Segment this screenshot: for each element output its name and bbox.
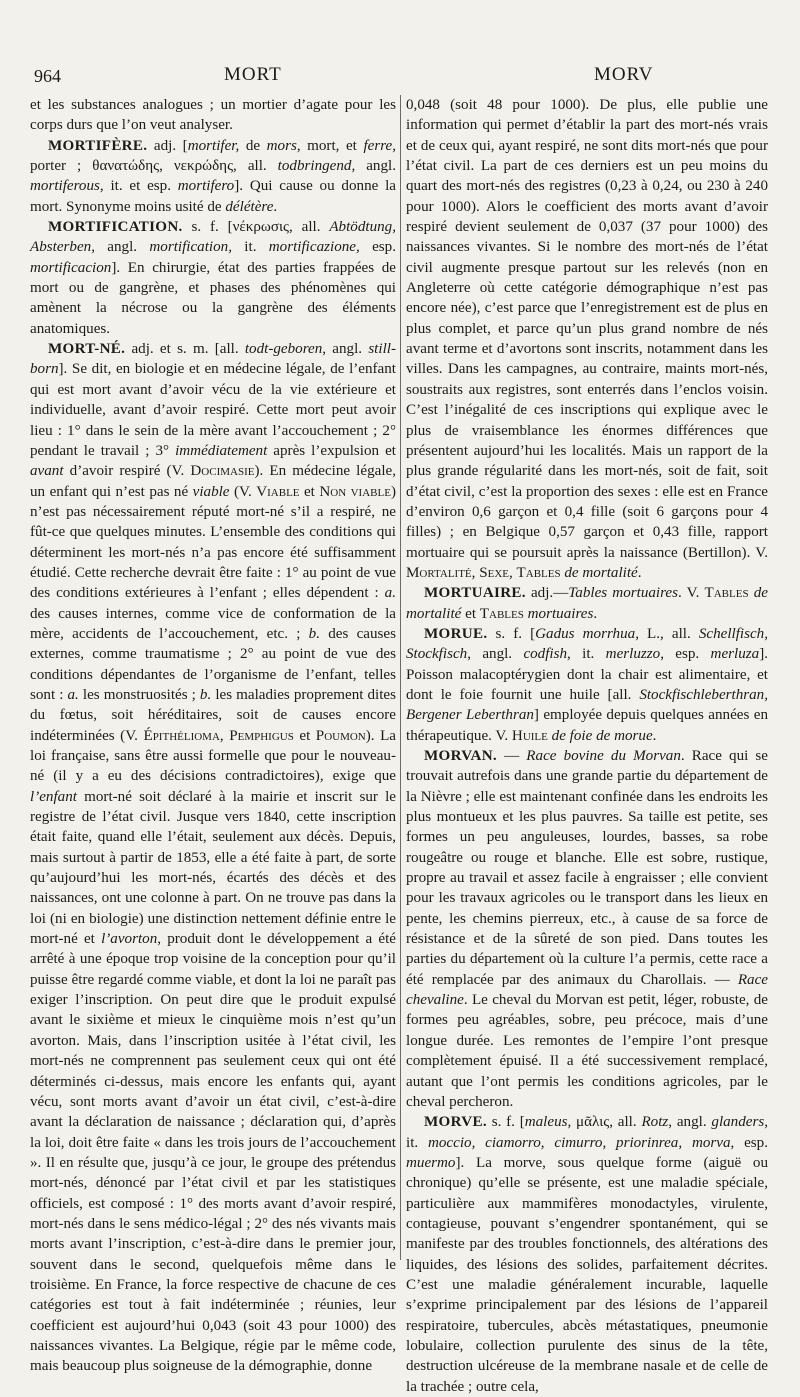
headword: MORT-NÉ. (48, 341, 126, 358)
entry-mortuaire: MORTUAIRE. adj.—Tables mortuaires. V. Tables de mortalité et Tables mortuaires. (406, 585, 768, 622)
cross-reference: Viable (256, 483, 300, 500)
left-column (30, 95, 397, 1375)
headword: MORTIFÈRE. (48, 137, 148, 154)
cross-reference: Mortalité (406, 564, 472, 581)
cross-reference: Épithélioma (143, 727, 220, 744)
entry-morue: MORUE. s. f. [Gadus morrhua, L., all. Schellfisch, Stockfisch, angl. codfish, it. merluzzo, esp. merluza]. Poisson malacoptérygien dont la chair est alimentaire, et dont le foie fournit une huile [all. Stockfischleberthran, Bergener Leberthran] employée depuis quelques années en thérapeutique. V. Huile de foie de morue. (406, 625, 768, 744)
headword: MORTUAIRE. (424, 585, 526, 602)
running-head-left: MORT (224, 64, 282, 85)
cross-reference: Poumon (315, 727, 366, 744)
running-head-right: MORV (594, 64, 654, 85)
continued-paragraph: et les substances analogues ; un mortier d’agate pour les corps durs que l’on veut analyser. (30, 97, 396, 134)
cross-reference: Non viable (319, 483, 391, 500)
page-number: 964 (34, 66, 61, 86)
headword: MORTIFICATION. (48, 219, 183, 236)
column-divider (400, 95, 401, 1260)
cross-reference: Tables (704, 585, 749, 602)
entry-morvan: MORVAN. — Race bovine du Morvan. Race qui se trouvait autrefois dans une grande partie du département de la Nièvre ; elle est maintenant confinée dans les endroits les plus montueux et les plus pauvres. Sa taille est petite, ses formes un peu anguleuses, lourdes, basses, sa robe rougeâtre ou rouge et blanche. Elle est sobre, rustique, propre au travail et assez facile à engraisser ; elle convient pour les travaux agricoles ou le transport dans les lieux en pente, les chemins pierreux, etc., à cause de sa force de résistance et de la sûreté de son pied. Dans toutes les parties du département où la culture l’a permis, cette race a été remplacée par des animaux du Charollais. — Race chevaline. Le cheval du Morvan est petit, léger, robuste, de formes peu agréables, sobre, peu précoce, mais d’une longue durée. Les remontes de l’empire l’ont presque complètement épuisé. Il a été successivement remplacé, autant que l’ont permis les conditions agricoles, par le cheval percheron. (406, 748, 769, 1110)
running-head (28, 64, 772, 88)
headword: MORVAN. (424, 748, 497, 764)
entry-morve: MORVE. s. f. [maleus, μᾶλις, all. Rotz, angl. glanders, it. moccio, ciamorro, cimurro, priorinrea, morva, esp. muermo]. La morve, sous quelque forme (aiguë ou chronique) qu’elle se présente, est une maladie spéciale, particulière aux mammifères monodactyles, virulente, contagieuse, pouvant s’engendrer spontanément, qui se manifeste par des troubles fonctionnels, des altérations des liquides, des lésions des solides, parfaitement décrites. C’est une maladie généralement incurable, laquelle s’exprime principalement par des lésions de l’appareil respiratoire, tubercules, abcès métastatiques, pneumonie lobulaire, collection purulente des sinus de la tête, destruction ulcéreuse de la membrane nasale et de celle de la trachée ; outre cela, (406, 1114, 768, 1395)
cross-reference: Sexe (479, 564, 509, 581)
entry-mort-ne: MORT-NÉ. adj. et s. m. [all. todt-geboren, angl. still-born]. Se dit, en biologie et en médecine légale, de l’enfant qui est mort avant d’avoir vécu de la vie extérieure et individuelle, avant d’avoir respiré. Cette mort peut avoir lieu : 1° dans le sein de la mère avant l’accouchement ; 2° pendant le travail ; 3° immédiatement après l’expulsion et avant d’avoir respiré (V. Docimasie). En médecine légale, un enfant qui n’est pas né viable (V. Viable et Non viable) n’est pas nécessairement réputé mort-né s’il a respiré, ne fût-ce que quelques minutes. L’ensemble des conditions qui déterminent les mort-nés n’a pas encore été suffisamment étudié. Cette recherche devrait être faite : 1° au point de vue des conditions extérieures à l’enfant ; elles dépendent : a. des causes internes, comme vice de conformation de la mère, accidents de l’accouchement, etc. ; b. des causes externes, comme traumatisme ; 2° au point de vue des conditions dépendantes de l’organisme de l’enfant, telles sont : a. les monstruosités ; b. les maladies proprement dites du fœtus, soit héréditaires, soit de causes encore indéterminées (V. Épithélioma, Pemphigus et Poumon). La loi française, sans être aussi formelle que pour le nouveau-né (il y a eu des décisions contradictoires), exige que l’enfant mort-né soit déclaré à la mairie et inscrit sur le registre de l’état civil. Jusque vers 1840, cette inscription était faite, quand elle l’était, seulement aux décès. Depuis, mais surtout à partir de 1853, elle a été faite à part, de sorte qu’aujourd’hui les mort-nés, écartés des décès et des naissances, ont une colonne à part. On ne trouve pas dans la loi (ni en biologie) une distinction nettement définie entre le mort-né et l’avorton, produit dont le développement a été arrêté à une époque trop voisine de la conception pour qu’il puisse être regardé comme viable, et dont la loi ne paraît pas exiger l’inscription. On peut dire que le produit expulsé avant le sixième et mieux le cinquième mois n’est qu’un avorton. Mais, dans l’inscription usitée à l’état civil, les mort-nés ne comprennent pas seulement ceux qui ont été déterminés ci-dessus, mais encore les enfants qui, ayant vécu, sont morts avant d’avoir un état civil, c’est-à-dire avant la déclaration de naissance ; déclaration qui, d’après la loi, doit être faite « dans les trois jours de l’accouchement ». Il en résulte que, jusqu’à ce jour, le groupe des prétendus mort-nés, dénoncé par l’état civil et par les statistiques officiels, est composé : 1° des morts avant d’avoir respiré, mort-nés dans le sens médico-légal ; 2° des nés vivants mais morts avant l’inscription, c’est-à-dire dans le premier jour, souvent dans le second, quelquefois même dans le troisième. En France, la force respective de chacune de ces catégories est tout à fait indéterminée ; réunies, leur coefficient est aujourd’hui 0,043 (soit 43 pour 1000) des naissances vivantes. La Belgique, régie par le même code, mais beaucoup plus soigneuse de la démographie, donne (30, 341, 397, 1375)
cross-reference: Tables (516, 564, 561, 581)
continued-paragraph: 0,048 (soit 48 pour 1000). De plus, elle publie une information qui permet d’établir la part des mort-nés vrais et de ceux qui, ayant respiré, ne sont dits mort-nés que pour l’état civil. La part de ces derniers est un peu moins du quart des mort-nés des registres (0,23 à 0,24, ou 230 à 240 pour 1000). Alors le coefficient des morts avant d’avoir respiré devient seulement de 0,037 (37 pour 1000) des naissances vivantes. Si le nombre des mort-nés de l’état civil augmente presque partout sur les relevés (non en Angleterre où cette catégorie démographique n’est pas encore née), c’est parce que l’enregistrement est de plus en plus complet, et parce qu’un plus grand nombre de nés avant terme et d’avortons sont inscrits, notamment dans les villes. Dans les campagnes, au contraire, maints mort-nés, soustraits aux registres, sont enterrés dans l’enclos voisin. C’est l’inégalité de ces inscriptions qui explique avec le plus de vraisemblance les énormes différences que présentent aujourd’hui les localités. Mais un rapport de la plus grande régularité dans les mort-nés, soit de fait, soit d’état civil, c’est la proportion des sexes : elle est en France d’environ 0,6 garçon et 0,4 fille (soit 6 garçons pour 4 filles) ; en Belgique 0,57 garçon et 0,43 fille, rapport mortuaire qui se poursuit après la naissance (Bertillon). V. Mortalité, Sexe, Tables de mortalité. (406, 97, 768, 581)
entry-mortifere: MORTIFÈRE. adj. [mortifer, de mors, mort, et ferre, porter ; θανατώδης, νεκρώδης, all. todbringend, angl. mortiferous, it. et esp. mortifero]. Qui cause ou donne la mort. Synonyme moins usité de délétère. (30, 137, 397, 215)
cross-reference: Docimasie (190, 463, 255, 480)
headword: MORVE. (424, 1114, 487, 1131)
cross-reference: Pemphigus (229, 727, 294, 744)
right-column (406, 95, 769, 1395)
entry-mortification: MORTIFICATION. s. f. [νέκρωσις, all. Abtödtung, Absterben, angl. mortification, it. mortificazione, esp. mortificacion]. En chirurgie, état des parties frappées de mort ou de gangrène, et phases des phénomènes qui amènent la nécrose ou la gangrène des éléments anatomiques. (30, 219, 396, 337)
headword: MORUE. (424, 625, 488, 642)
cross-reference: Tables (479, 605, 524, 622)
cross-reference: Huile (511, 727, 548, 744)
